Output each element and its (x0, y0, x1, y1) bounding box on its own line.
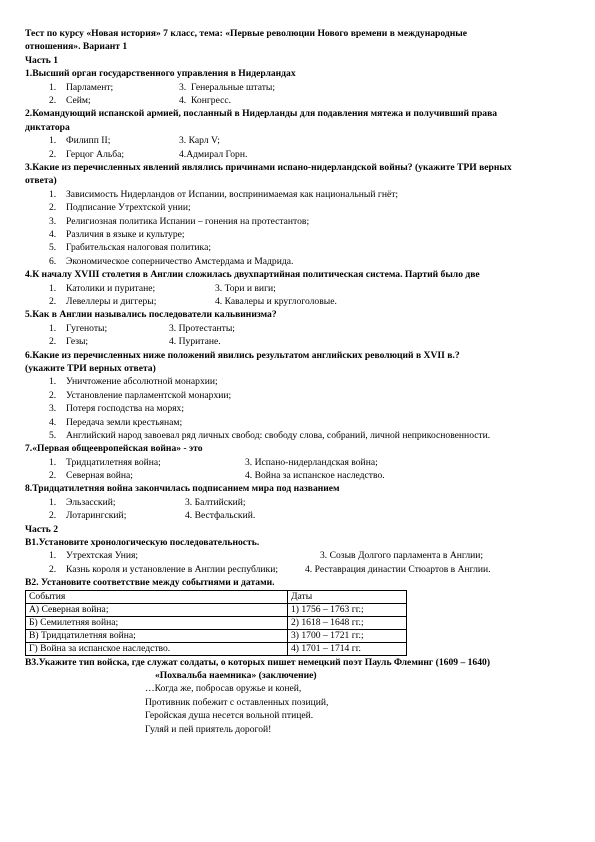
option-number: 1. (49, 282, 57, 294)
question-3-line2: ответа) (25, 175, 57, 187)
column-header-dates: Даты (288, 590, 407, 603)
list-item: 2. Установление парламентской монархии; (49, 389, 232, 401)
option-number: 2. (49, 295, 57, 307)
question-b2: В2. Установите соответствие между событиями и датами. (25, 577, 275, 589)
option-text: Сейм; (66, 95, 91, 107)
list-item: 4. Передача земли крестьянам; (49, 416, 183, 428)
option-text: 3. Испано-нидерландская война; (245, 456, 378, 468)
option-text: 4. Кавалеры и круглоголовые. (215, 295, 337, 307)
table-row (26, 629, 407, 642)
option-text: Северная война; (66, 470, 133, 482)
date-cell: 2) 1618 – 1648 гг.; (288, 616, 407, 629)
question-7-options-row1 (25, 456, 570, 469)
option-number: 2. (49, 95, 57, 107)
question-b1-options-row1 (25, 549, 570, 562)
date-cell: 3) 1700 – 1721 гг.; (288, 629, 407, 642)
table-row (26, 616, 407, 629)
option-text: 3. Генеральные штаты; (179, 81, 276, 93)
option-text: 3. Тори и виги; (215, 282, 276, 294)
option-text: Эльзасский; (66, 496, 116, 508)
question-2-line2: диктатора (25, 121, 70, 133)
question-1-options-row1 (25, 81, 570, 94)
option-text: 4. Пуритане. (169, 336, 221, 348)
option-text: 3. Протестанты; (169, 322, 235, 334)
option-text: 4. Вестфальский. (185, 510, 256, 522)
question-2-options-row1 (25, 134, 570, 147)
option-text: 4. Реставрация династии Стюартов в Англии. (305, 563, 491, 575)
option-text: Гезы; (66, 336, 89, 348)
option-number: 2. (49, 148, 57, 160)
poem-line: …Когда же, побросав оружье и коней, (145, 683, 302, 695)
event-cell: В) Тридцатилетняя война; (26, 629, 288, 642)
option-text: Католики и пуритане; (66, 282, 156, 294)
option-number: 2. (49, 563, 57, 575)
option-number: 1. (49, 81, 57, 93)
option-number: 1. (49, 496, 57, 508)
question-5: 5.Как в Англии назывались последователи кальвинизма? (25, 309, 277, 321)
option-number: 2. (49, 336, 57, 348)
question-4-options-row1 (25, 282, 570, 295)
option-text: Герцог Альба; (66, 148, 125, 160)
list-item: 5. Английский народ завоевал ряд личных свобод: свободу слова, собраний, личной неприкосновенности. (49, 429, 491, 441)
poem-line: Гуляй и пей приятель дорогой! (145, 723, 272, 735)
option-number: 1. (49, 550, 57, 562)
question-4: 4.К началу XVIII столетия в Англии сложилась двухпартийная политическая система. Партий было две (25, 269, 480, 281)
question-6-line1: 6.Какие из перечисленных ниже положений явились результатом английских революций в XVII в.? (25, 349, 460, 361)
option-text: 3. Балтийский; (185, 496, 246, 508)
question-6-line2: (укажите ТРИ верных ответа) (25, 362, 156, 374)
event-cell: А) Северная война; (26, 603, 288, 616)
poem-line: Противник побежит с оставленных позиций, (145, 696, 329, 708)
option-text: Лотарингский; (66, 510, 127, 522)
question-b3: В3.Укажите тип войска, где служат солдаты, о которых пишет немецкий поэт Пауль Флеминг (1609 – 1640) (25, 656, 491, 668)
list-item: 6. Экономическое соперничество Амстердама и Мадрида. (49, 255, 294, 267)
question-1: 1.Высший орган государственного управления в Нидерландах (25, 68, 296, 80)
date-cell: 1) 1756 – 1763 гг.; (288, 603, 407, 616)
option-text: Парламент; (66, 81, 114, 93)
option-text: Гугеноты; (66, 322, 108, 334)
table-row (26, 603, 407, 616)
poem (145, 682, 570, 736)
option-text: 4.Адмирал Горн. (179, 148, 248, 160)
question-2-line1: 2.Командующий испанской армией, посланный в Нидерланды для подавления мятежа и получивший права (25, 108, 498, 120)
question-8: 8.Тридцатилетняя война закончилась подписанием мира под названием (25, 483, 340, 495)
question-8-options-row1 (25, 496, 570, 509)
question-4-options-row2 (25, 295, 570, 308)
event-cell: Г) Война за испанское наследство. (26, 642, 288, 655)
question-b1-options-row2 (25, 563, 570, 576)
question-5-options-row1 (25, 322, 570, 335)
event-cell: Б) Семилетняя война; (26, 616, 288, 629)
list-item: 4. Различия в языке и культуре; (49, 228, 185, 240)
question-3-line1: 3.Какие из перечисленных явлений являлись причинами испано-нидерландской войны? (укажите ТРИ верных (25, 162, 512, 173)
option-number: 1. (49, 322, 57, 334)
matching-table (25, 590, 407, 656)
option-number: 2. (49, 470, 57, 482)
question-5-options-row2 (25, 335, 570, 348)
list-item: 5. Грабительская налоговая политика; (49, 242, 211, 254)
option-text: 4. Конгресс. (179, 95, 231, 107)
test-title-line2: отношения». Вариант 1 (25, 41, 128, 53)
poem-line: Геройская душа несется вольной птицей. (145, 710, 314, 722)
question-8-options-row2 (25, 509, 570, 522)
date-cell: 4) 1701 – 1714 гг. (288, 642, 407, 655)
option-text: Тридцатилетняя война; (66, 456, 161, 468)
question-6-options (25, 375, 570, 442)
table-row (26, 642, 407, 655)
option-text: 4. Война за испанское наследство. (245, 470, 385, 482)
list-item: 1. Уничтожение абсолютной монархии; (49, 376, 218, 388)
option-number: 1. (49, 456, 57, 468)
option-text: Утрехтская Уния; (66, 550, 139, 562)
option-text: 3. Карл V; (179, 135, 220, 147)
question-b1: В1.Установите хронологическую последовательность. (25, 537, 260, 549)
question-1-options-row2 (25, 94, 570, 107)
column-header-events: События (26, 590, 288, 603)
part2-heading: Часть 2 (25, 523, 59, 535)
option-number: 1. (49, 135, 57, 147)
list-item: 2. Подписание Утрехтской унии; (49, 202, 191, 214)
part1-heading: Часть 1 (25, 54, 59, 66)
list-item: 3. Религиозная политика Испании – гонения на протестантов; (49, 215, 310, 227)
option-text: 3. Созыв Долгого парламента в Англии; (320, 550, 484, 562)
list-item: 1. Зависимость Нидерландов от Испании, воспринимаемая как национальный гнёт; (49, 188, 399, 200)
list-item: 3. Потеря господства на морях; (49, 403, 185, 415)
poem-title: «Похвальба наемника» (заключение) (155, 670, 317, 682)
table-header (26, 590, 407, 603)
test-page (25, 27, 570, 736)
question-2-options-row2 (25, 148, 570, 161)
test-title-line1: Тест по курсу «Новая история» 7 класс, тема: «Первые революции Нового времени в международные (25, 28, 468, 39)
option-text: Филипп II; (66, 135, 111, 147)
question-3-options (25, 188, 570, 268)
option-number: 2. (49, 510, 57, 522)
option-text: Левеллеры и диггеры; (66, 295, 157, 307)
option-text: Казнь короля и установление в Англии республики; (66, 563, 278, 575)
question-7: 7.«Первая общеевропейская война» - это (25, 443, 203, 455)
question-7-options-row2 (25, 469, 570, 482)
